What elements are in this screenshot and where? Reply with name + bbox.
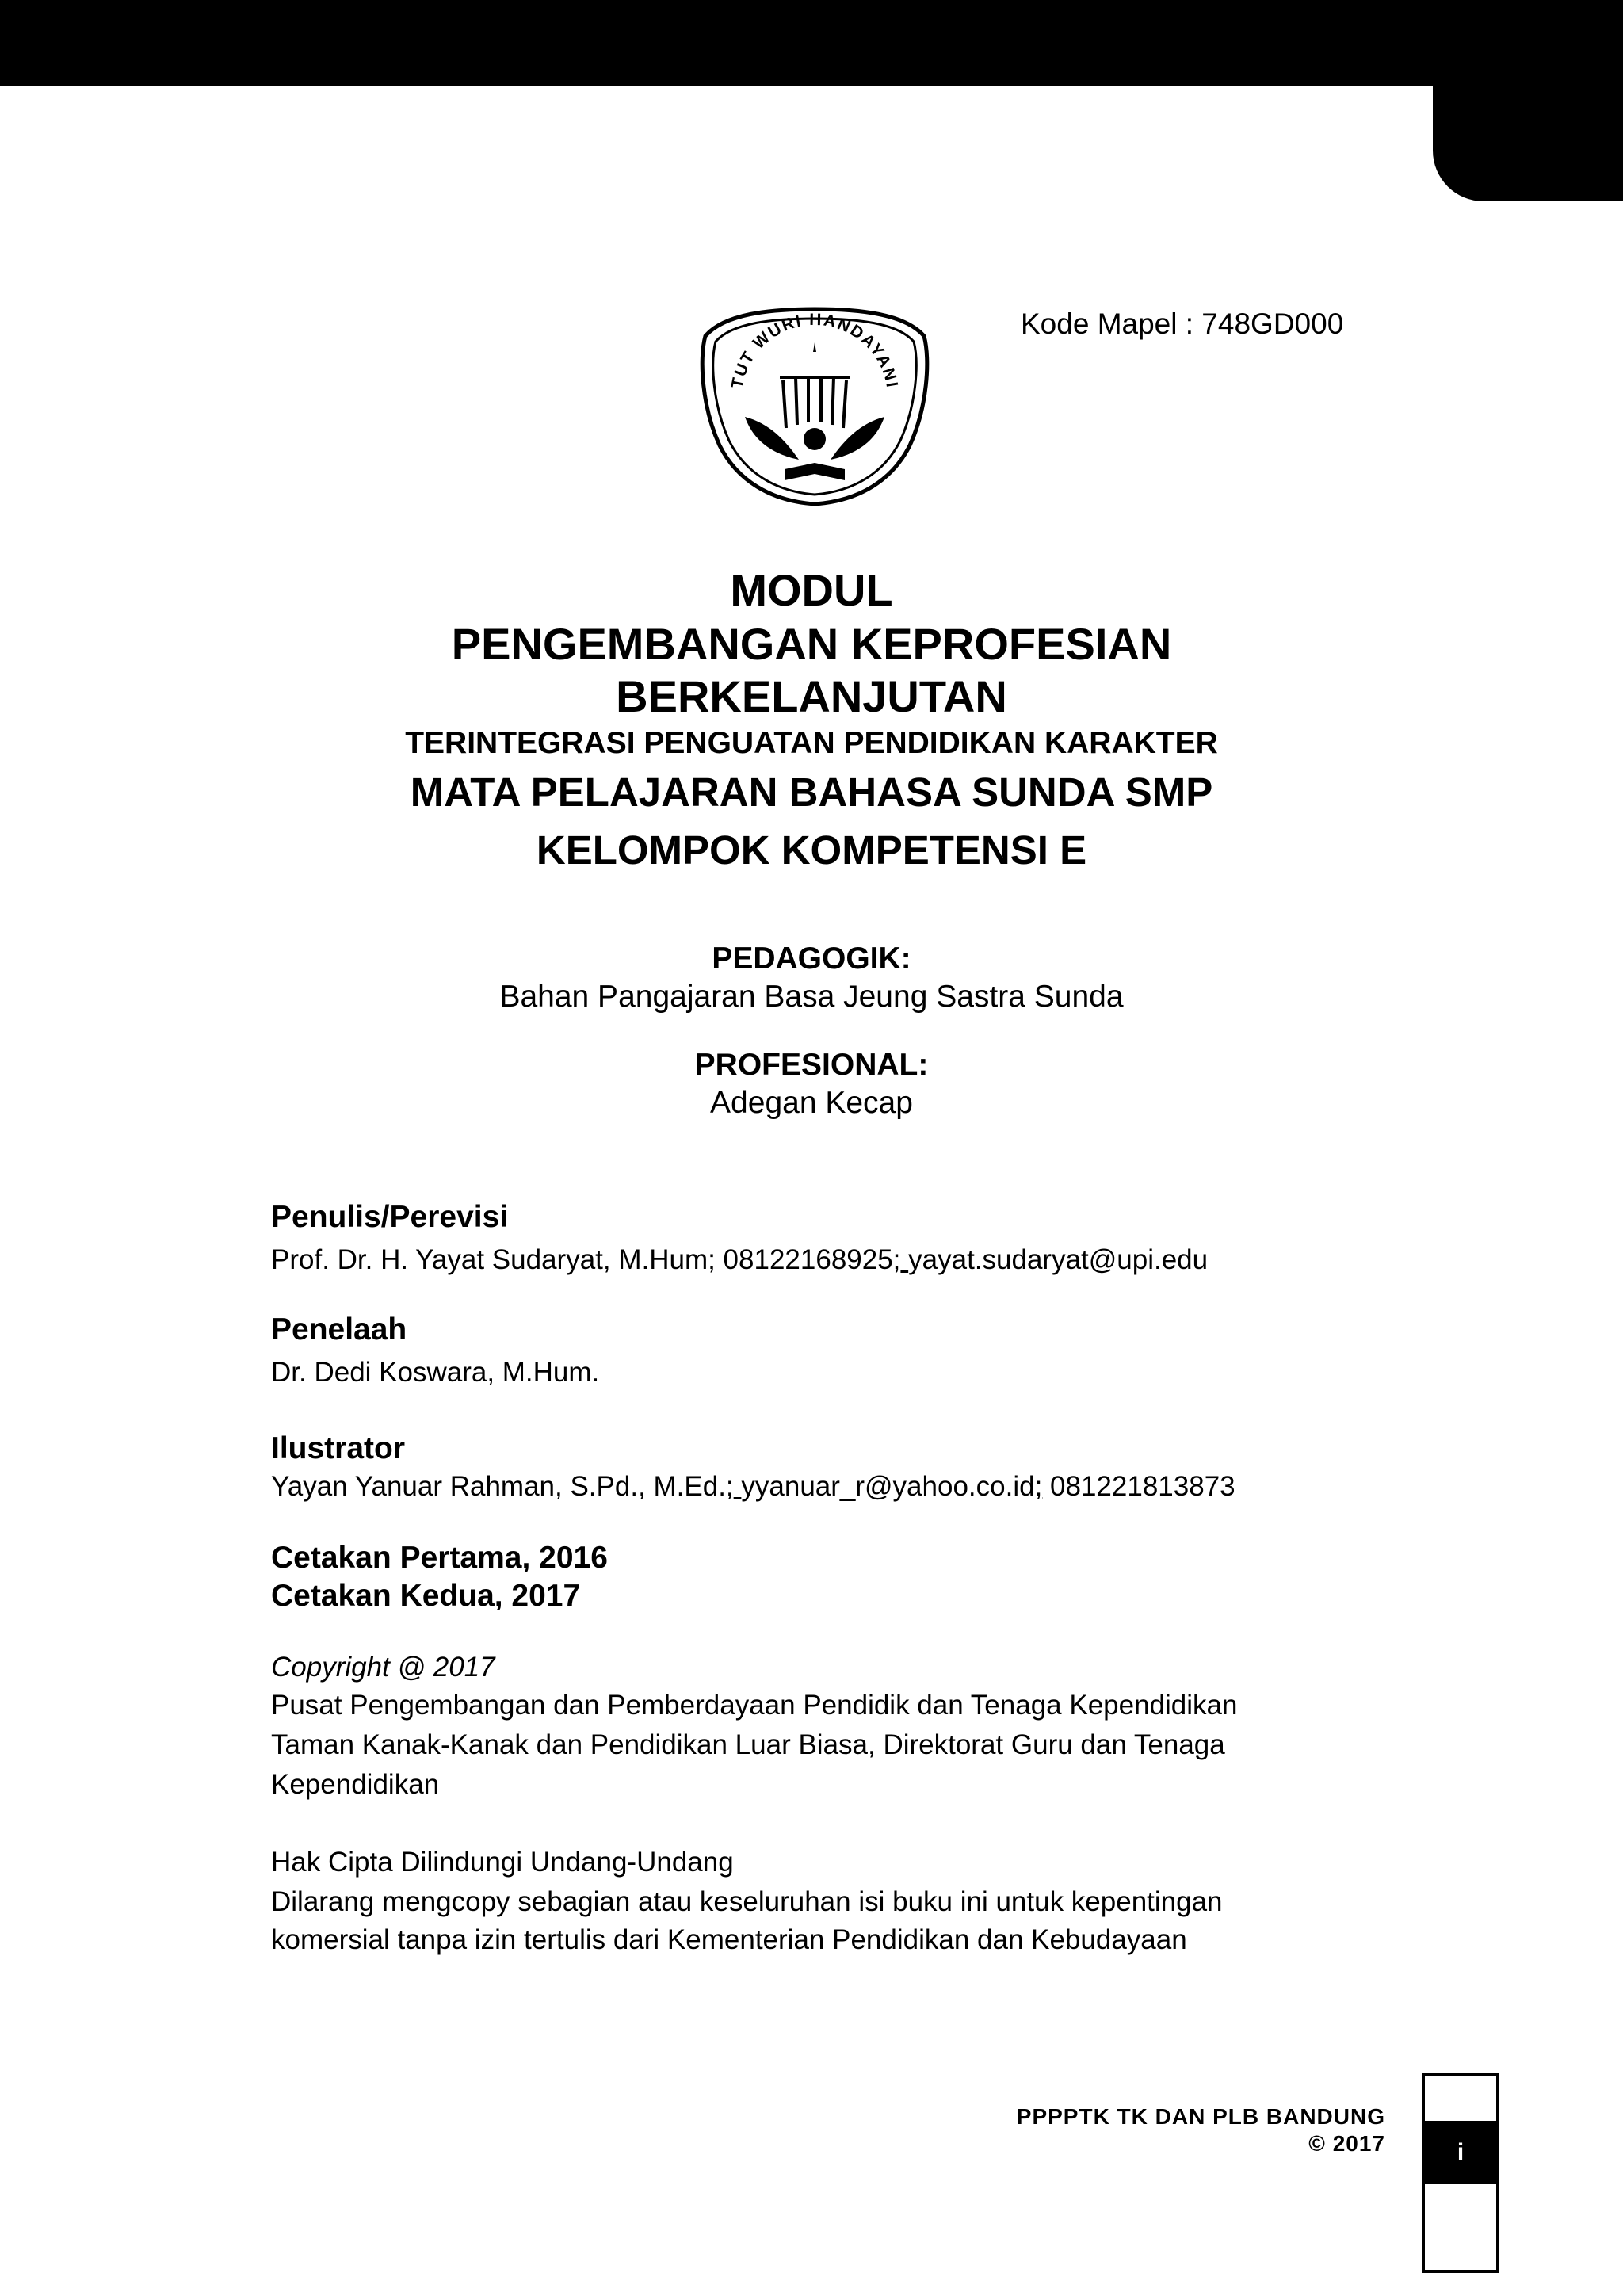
- page-number: i: [1425, 2121, 1496, 2184]
- hak-cipta-line-2: Dilarang mengcopy sebagian atau keseluruhan isi buku ini untuk kepentingan: [271, 1886, 1223, 1917]
- profesional-value: Adegan Kecap: [710, 1086, 913, 1120]
- page-number-box: [1422, 2073, 1499, 2273]
- penulis-label: Penulis/Perevisi: [271, 1200, 509, 1234]
- copyright-line-1: Pusat Pengembangan dan Pemberdayaan Pendidik dan Tenaga Kependidikan: [271, 1690, 1238, 1721]
- ilustrator-email-separator: [734, 1471, 742, 1502]
- penulis-email: yayat.sudaryat@upi.edu: [908, 1244, 1209, 1275]
- ilustrator-label: Ilustrator: [271, 1431, 406, 1465]
- penulis-email-separator: [900, 1244, 908, 1275]
- hak-cipta-line-1: Hak Cipta Dilindungi Undang-Undang: [271, 1847, 734, 1878]
- title-line-3: BERKELANJUTAN: [616, 671, 1007, 721]
- footer-publisher-name: PPPPTK TK DAN PLB BANDUNG: [1016, 2104, 1385, 2129]
- copyright-label: Copyright @ 2017: [271, 1652, 495, 1683]
- top-right-tab: [1433, 0, 1623, 201]
- ilustrator-value: [271, 1471, 1235, 1503]
- penulis-name-phone: Prof. Dr. H. Yayat Sudaryat, M.Hum; 08122168925;: [271, 1244, 901, 1275]
- cetakan-pertama: Cetakan Pertama, 2016: [271, 1541, 608, 1575]
- top-black-bar: [0, 0, 1623, 86]
- footer-publisher: [1017, 2103, 1385, 2157]
- svg-text:TUT WURI HANDAYANI: TUT WURI HANDAYANI: [727, 310, 902, 391]
- penelaah-value: Dr. Dedi Koswara, M.Hum.: [271, 1357, 600, 1388]
- ilustrator-email: yyanuar_r@yahoo.co.id: [741, 1471, 1035, 1502]
- title-modul: MODUL: [730, 565, 893, 615]
- copyright-line-2: Taman Kanak-Kanak dan Pendidikan Luar Biasa, Direktorat Guru dan Tenaga: [271, 1729, 1225, 1760]
- title-line-6: KELOMPOK KOMPETENSI E: [536, 827, 1087, 873]
- hak-cipta-line-3: komersial tanpa izin tertulis dari Kementerian Pendidikan dan Kebudayaan: [271, 1924, 1187, 1955]
- title-line-5: MATA PELAJARAN BAHASA SUNDA SMP: [410, 770, 1213, 815]
- copyright-line-3: Kependidikan: [271, 1769, 440, 1800]
- tut-wuri-handayani-logo: [697, 304, 932, 507]
- ilustrator-semicolon: ;: [1034, 1471, 1043, 1502]
- cetakan-kedua: Cetakan Kedua, 2017: [271, 1579, 581, 1613]
- title-line-4: TERINTEGRASI PENGUATAN PENDIDIKAN KARAKTER: [405, 726, 1218, 760]
- footer-year: © 2017: [1308, 2131, 1385, 2156]
- title-line-2: PENGEMBANGAN KEPROFESIAN: [451, 619, 1172, 669]
- pedagogik-value: Bahan Pangajaran Basa Jeung Sastra Sunda: [499, 980, 1124, 1014]
- penelaah-label: Penelaah: [271, 1312, 407, 1347]
- pedagogik-label: PEDAGOGIK:: [712, 942, 911, 976]
- ilustrator-phone: 081221813873: [1042, 1471, 1235, 1502]
- ilustrator-name: Yayan Yanuar Rahman, S.Pd., M.Ed.;: [271, 1471, 734, 1502]
- profesional-label: PROFESIONAL:: [694, 1048, 929, 1082]
- penulis-value: [271, 1244, 1208, 1276]
- kode-mapel: Kode Mapel : 748GD000: [1021, 308, 1344, 340]
